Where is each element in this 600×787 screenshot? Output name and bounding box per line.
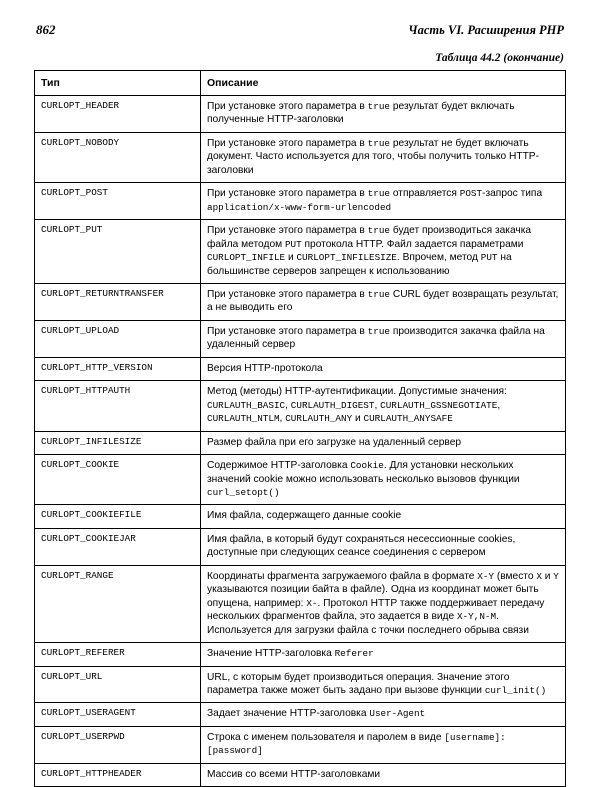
table-row — [35, 96, 566, 133]
cell-option-description: При установке этого параметра в true результат не будет включать документ. Часто используется для того, чтобы получить только HTTP-заголовки — [201, 132, 566, 182]
column-header-type: Тип — [35, 71, 201, 96]
table-row — [35, 357, 566, 380]
cell-option-description: При установке этого параметра в true будет производиться закачка файла методом PUT протокола HTTP. Файл задается параметрами CURLOPT_INFILE и CURLOPT_INFILESIZE. Впрочем, метод PUT на большинстве серверов запрещен к использованию — [201, 220, 566, 284]
table-row — [35, 643, 566, 666]
cell-option-description: При установке этого параметра в true CURL будет возвращать результат, а не выводить его — [201, 283, 566, 320]
cell-option-name: CURLOPT_COOKIEFILE — [35, 505, 201, 528]
table-row — [35, 666, 566, 703]
cell-option-name: CURLOPT_RANGE — [35, 565, 201, 642]
cell-option-name: CURLOPT_HTTP_VERSION — [35, 357, 201, 380]
cell-option-name: CURLOPT_INFILESIZE — [35, 431, 201, 454]
running-title: Часть VI. Расширения PHP — [408, 23, 564, 37]
table-row — [35, 220, 566, 284]
table-row — [35, 183, 566, 220]
table-caption: Таблица 44.2 (окончание) — [435, 52, 564, 64]
cell-option-description: Имя файла, содержащего данные cookie — [201, 505, 566, 528]
cell-option-description: Координаты фрагмента загружаемого файла в формате X-Y (вместо X и Y указываются позиции байта в файле). Одна из координат может быть опущена, например: X-. Протокол HTTP также поддерживает передачу нескольких фрагментов файла, это задается в виде X-Y,N-M. Используется для загрузки файла с точки последнего обрыва связи — [201, 565, 566, 642]
cell-option-name: CURLOPT_COOKIE — [35, 455, 201, 505]
table-row — [35, 381, 566, 431]
table-body — [35, 96, 566, 787]
table-row — [35, 320, 566, 357]
cell-option-description: Содержимое HTTP-заголовка Cookie. Для установки нескольких значений cookie можно использовать несколько вызовов функции curl_setopt() — [201, 455, 566, 505]
cell-option-name: CURLOPT_HEADER — [35, 96, 201, 133]
page-number: 862 — [36, 22, 56, 37]
cell-option-name: CURLOPT_PUT — [35, 220, 201, 284]
cell-option-name: CURLOPT_HTTPHEADER — [35, 763, 201, 786]
table-header-row — [35, 71, 566, 96]
cell-option-name: CURLOPT_POST — [35, 183, 201, 220]
cell-option-description: При установке этого параметра в true результат будет включать полученные HTTP-заголовки — [201, 96, 566, 133]
table-row — [35, 763, 566, 786]
cell-option-name: CURLOPT_USERPWD — [35, 726, 201, 763]
cell-option-description: Имя файла, в который будут сохраняться несессионные cookies, доступные при следующих сеансе соединения с сервером — [201, 528, 566, 565]
table-row — [35, 528, 566, 565]
cell-option-description: При установке этого параметра в true отправляется POST-запрос типа application/x-www-form-urlencoded — [201, 183, 566, 220]
cell-option-description: Метод (методы) HTTP-аутентификации. Допустимые значения: CURLAUTH_BASIC, CURLAUTH_DIGEST, CURLAUTH_GSSNEGOTIATE, CURLAUTH_NTLM, CURLAUTH_ANY и CURLAUTH_ANYSAFE — [201, 381, 566, 431]
cell-option-name: CURLOPT_UPLOAD — [35, 320, 201, 357]
cell-option-description: URL, с которым будет производиться операция. Значение этого параметра также может быть задано при вызове функции curl_init() — [201, 666, 566, 703]
cell-option-description: Строка с именем пользователя и паролем в виде [username]:[password] — [201, 726, 566, 763]
cell-option-name: CURLOPT_USERAGENT — [35, 703, 201, 726]
cell-option-name: CURLOPT_RETURNTRANSFER — [35, 283, 201, 320]
table-row — [35, 283, 566, 320]
cell-option-name: CURLOPT_REFERER — [35, 643, 201, 666]
cell-option-description: Значение HTTP-заголовка Referer — [201, 643, 566, 666]
column-header-description: Описание — [201, 71, 566, 96]
table-row — [35, 505, 566, 528]
page-header — [34, 22, 566, 38]
cell-option-description: Задает значение HTTP-заголовка User-Agent — [201, 703, 566, 726]
cell-option-name: CURLOPT_NOBODY — [35, 132, 201, 182]
cell-option-name: CURLOPT_URL — [35, 666, 201, 703]
curl-options-table — [34, 70, 566, 787]
table-row — [35, 431, 566, 454]
cell-option-name: CURLOPT_HTTPAUTH — [35, 381, 201, 431]
cell-option-description: Массив со всеми HTTP-заголовками — [201, 763, 566, 786]
table-row — [35, 132, 566, 182]
cell-option-description: Версия HTTP-протокола — [201, 357, 566, 380]
table-row — [35, 703, 566, 726]
table-row — [35, 455, 566, 505]
cell-option-name: CURLOPT_COOKIEJAR — [35, 528, 201, 565]
cell-option-description: При установке этого параметра в true производится закачка файла на удаленный сервер — [201, 320, 566, 357]
table-row — [35, 726, 566, 763]
cell-option-description: Размер файла при его загрузке на удаленный сервер — [201, 431, 566, 454]
table-row — [35, 565, 566, 642]
